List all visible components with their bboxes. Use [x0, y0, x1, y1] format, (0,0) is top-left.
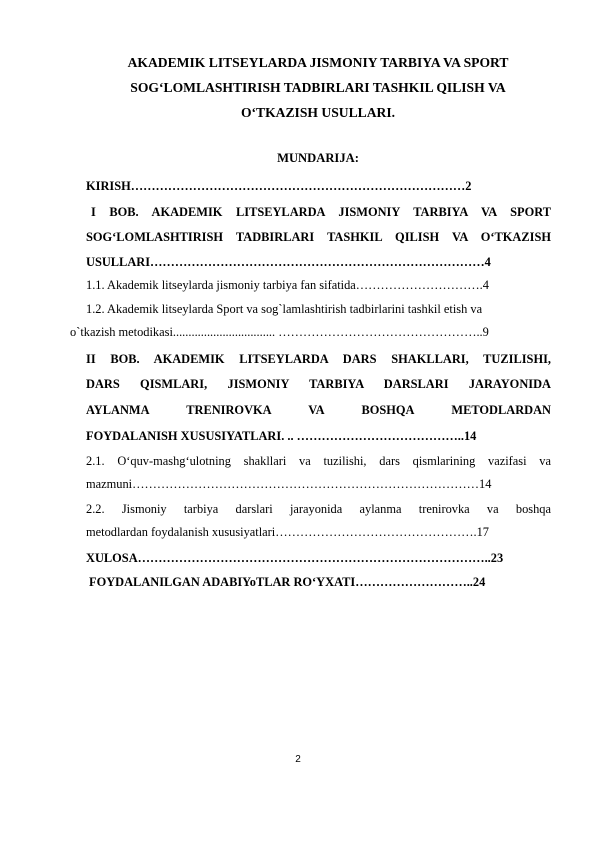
- toc-entry-chapter2-line1[interactable]: II BOB. AKADEMIK LITSEYLARDA DARS SHAKLLARI, TUZILISHI,: [86, 352, 551, 366]
- toc-entry-chapter1-line3[interactable]: USULLARI………………………………………………………………………4: [86, 255, 491, 269]
- toc-entry-chapter2-line3[interactable]: AYLANMA TRENIROVKA VA BOSHQA METODLARDAN: [86, 403, 551, 417]
- toc-entry-section-2-2-line1[interactable]: 2.2. Jismoniy tarbiya darslari jarayonida aylanma trenirovka va boshqa: [86, 502, 551, 516]
- toc-entry-chapter2-line4[interactable]: FOYDALANISH XUSUSIYATLARI. .. …………………………………..14: [86, 429, 477, 443]
- title-line-3: O‘TKAZISH USULLARI.: [240, 105, 396, 120]
- toc-entry-section-1-1[interactable]: 1.1. Akademik litseylarda jismoniy tarbiya fan sifatida………………………….4: [86, 278, 489, 292]
- toc-entry-section-1-2-line2[interactable]: o`tkazish metodikasi................................. …………………………………………..9: [70, 325, 489, 339]
- toc-entry-section-2-1-line1[interactable]: 2.1. O‘quv-mashg‘ulotning shakllari va tuzilishi, dars qismlarining vazifasi va: [86, 454, 551, 468]
- toc-entry-section-1-2-line1[interactable]: 1.2. Akademik litseylarda Sport va sog`lamlashtirish tadbirlarini tashkil etish va: [86, 302, 483, 316]
- toc-entry-xulosa[interactable]: XULOSA…………………………………………………………………………..23: [86, 551, 504, 565]
- title-line-2: SOG‘LOMLASHTIRISH TADBIRLARI TASHKIL QILISH VA: [130, 80, 506, 95]
- toc-entry-chapter1-line2[interactable]: SOG‘LOMLASHTIRISH TADBIRLARI TASHKIL QILISH VA O‘TKAZISH: [86, 230, 551, 244]
- contents-heading: MUNDARIJA:: [277, 151, 359, 165]
- title-line-1: AKADEMIK LITSEYLARDA JISMONIY TARBIYA VA SPORT: [127, 55, 509, 70]
- toc-entry-adabiyotlar[interactable]: FOYDALANILGAN ADABIYoTLAR RO‘YXATI………………………..24: [89, 575, 486, 589]
- toc-entry-section-2-2-line2[interactable]: metodlardan foydalanish xususiyatlari………………………………………….17: [86, 525, 489, 539]
- toc-entry-chapter1-line1[interactable]: I BOB. AKADEMIK LITSEYLARDA JISMONIY TARBIYA VA SPORT: [91, 205, 551, 219]
- page-number: 2: [295, 754, 301, 765]
- toc-entry-section-2-1-line2[interactable]: mazmuni…………………………………………………………………………14: [86, 477, 492, 491]
- toc-entry-kirish[interactable]: KIRISH………………………………………………………………………2: [86, 179, 472, 193]
- toc-entry-chapter2-line2[interactable]: DARS QISMLARI, JISMONIY TARBIYA DARSLARI JARAYONIDA: [86, 377, 551, 391]
